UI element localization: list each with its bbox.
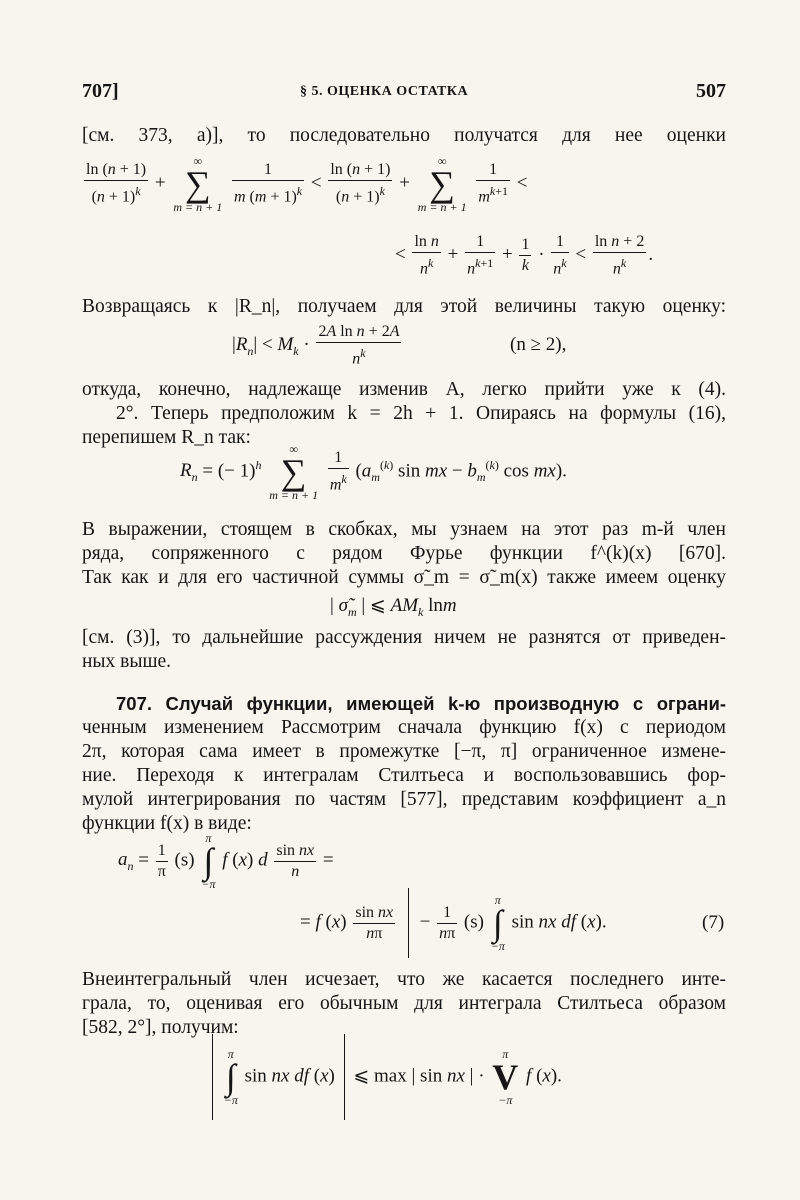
text-line: перепишем R_n так: xyxy=(82,427,251,448)
coefficient-formula-1: $a_n$ = $\frac{1}{\pi}$ (s) π ∫ −π f (x) d $\frac{\text{sin nx}}{n}$ = xyxy=(118,831,334,891)
text-line: мулой интегрирования по частям [577], представим коэффициент a_n xyxy=(82,789,726,810)
coefficient-formula-2: = f (x) $\frac{\text{sin nx}}{n\pi}$ − $\frac{1}{n\pi}$ (s) π ∫ −π sin nx df (x). xyxy=(300,888,607,958)
text-line: откуда, конечно, надлежаще изменив A, легко прийти уже к (4). xyxy=(82,379,726,400)
section-heading: 707. Случай функции, имеющей k-ю производную с ограни- xyxy=(116,693,726,714)
text-line: ных выше. xyxy=(82,651,172,672)
section-number: 707] xyxy=(82,80,119,102)
remainder-bound: $|R_n| < M_k$ · $\frac{\text{2A ln n + 2A}}{n^k}$ xyxy=(232,323,400,368)
text-line: ченным изменением Рассмотрим сначала функцию f(x) с периодом xyxy=(82,717,726,738)
text-line: [см. (3)], то дальнейшие рассуждения ничем не разнятся от приведен- xyxy=(82,627,726,648)
text-line: ние. Переходя к интегралам Стилтьеса и воспользовавшись фор- xyxy=(82,765,726,786)
text-line: 2°. Теперь предположим k = 2h + 1. Опираясь на формулы (16), xyxy=(116,403,726,424)
text-line: [см. 373, а)], то последовательно получатся для нее оценки xyxy=(82,125,726,146)
text-line: В выражении, стоящем в скобках, мы узнаем на этот раз m-й член xyxy=(82,519,726,540)
partial-sum-bound: | $\sigmã_m$ | ⩽ $AM_k$ lnm xyxy=(330,595,457,619)
running-title: § 5. ОЦЕНКА ОСТАТКА xyxy=(300,84,469,99)
remainder-formula: $R_n$ = (− 1)$^h$ ∞ ∑ m = n + 1 $\frac{1}{m^k}$ ($a_m^{(k)}$ sin mx − $b_m^{(k)}$ cos mx). xyxy=(180,442,567,502)
text-line: ряда, сопряженного с рядом Фурье функции f^(k)(x) [670]. xyxy=(82,543,726,564)
text-line: Внеинтегральный член исчезает, что же касается последнего инте- xyxy=(82,969,726,990)
text-line: грала, то, оценивая его обычным для интеграла Стилтьеса образом xyxy=(82,993,726,1014)
condition: (n ≥ 2), xyxy=(510,334,567,355)
page-number: 507 xyxy=(696,80,726,102)
text-line: Возвращаясь к |R_n|, получаем для этой величины такую оценку: xyxy=(82,296,726,317)
stieltjes-bound: π ∫ −π sin nx df (x) ⩽ max | sin nx | · π V −π f (x). xyxy=(208,1034,562,1120)
equation-number: (7) xyxy=(702,912,725,933)
text-line: функции f(x) в виде: xyxy=(82,813,252,834)
estimate-formula-2: < $\frac{\text{ln n}}{n^k}$ + $\frac{1}{n^{k+1}}$ + $\frac{1}{k}$ · $\frac{1}{n^k}$ < $\frac{\text{ln n + 2}}{n^k}$ . xyxy=(395,233,654,278)
estimate-formula-1: $\frac{\ln (n + 1)}{(n + 1)^k}$ + ∞ ∑ m = n + 1 $\frac{1}{m (m + 1)^k}$ < $\frac{\ln (n + 1)}{(n + 1)^k}$ + ∞ ∑ m = n + 1 $\frac{1}{m^{k+1}}$ < xyxy=(86,154,528,214)
text-line: 2π, которая сама имеет в промежутке [−π, π] ограниченное измене- xyxy=(82,741,726,762)
text-line: Так как и для его частичной суммы σ̃_m = σ̃_m(x) также имеем оценку xyxy=(82,567,726,588)
text-line: [582, 2°], получим: xyxy=(82,1017,239,1038)
